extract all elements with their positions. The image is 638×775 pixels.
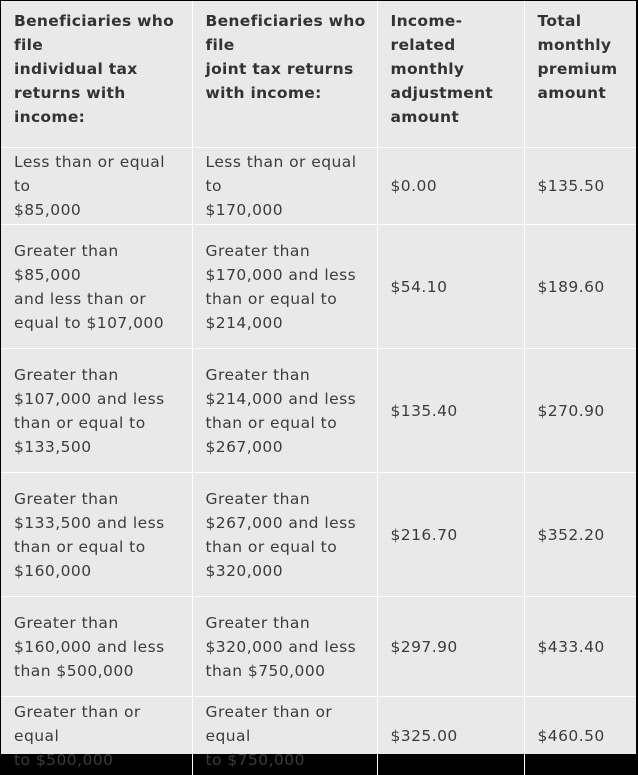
table-row	[1, 148, 636, 225]
individual-income-text: Greater than or equal to $500,000	[14, 702, 141, 769]
table-header-row	[1, 1, 636, 148]
individual-income-text: Less than or equal to $85,000	[14, 153, 166, 219]
header-adjustment-label: Income-related monthly adjustment amount	[390, 12, 494, 126]
joint-income-text: Greater than $320,000 and less than $750,000	[205, 613, 357, 680]
premium-cell	[524, 597, 636, 697]
adjustment-cell	[377, 148, 524, 225]
header-premium-label: Total monthly premium amount	[537, 12, 618, 102]
premium-value: $433.40	[537, 637, 605, 656]
joint-income-text: Greater than $170,000 and less than or equal to $214,000	[205, 241, 357, 332]
header-individual-label: Beneficiaries who file individual tax returns with income:	[14, 12, 175, 126]
table-row	[1, 597, 636, 697]
header-joint-label: Beneficiaries who file joint tax returns with income:	[205, 12, 366, 102]
individual-income-cell	[1, 148, 192, 225]
premium-value: $270.90	[537, 401, 605, 420]
joint-income-text: Less than or equal to $170,000	[205, 153, 357, 219]
joint-income-text: Greater than $214,000 and less than or equal to $267,000	[205, 365, 357, 456]
premium-cell	[524, 473, 636, 597]
individual-income-text: Greater than $133,500 and less than or equal to $160,000	[14, 489, 165, 580]
adjustment-value: $135.40	[390, 401, 458, 420]
joint-income-text: Greater than or equal to $750,000	[205, 702, 333, 769]
premium-value: $460.50	[537, 726, 605, 745]
joint-income-cell	[192, 225, 377, 349]
adjustment-cell	[377, 597, 524, 697]
adjustment-value: $54.10	[390, 277, 448, 296]
individual-income-text: Greater than $85,000 and less than or equal to $107,000	[14, 241, 165, 332]
adjustment-value: $297.90	[390, 637, 458, 656]
table-row	[1, 225, 636, 349]
joint-income-cell	[192, 473, 377, 597]
joint-income-cell	[192, 597, 377, 697]
adjustment-cell	[377, 349, 524, 473]
premium-cell	[524, 148, 636, 225]
individual-income-cell	[1, 697, 192, 775]
adjustment-value: $0.00	[390, 177, 438, 195]
premium-value: $135.50	[537, 177, 605, 195]
individual-income-cell	[1, 597, 192, 697]
joint-income-cell	[192, 148, 377, 225]
individual-income-cell	[1, 225, 192, 349]
premium-cell	[524, 349, 636, 473]
individual-income-cell	[1, 349, 192, 473]
table-row	[1, 473, 636, 597]
adjustment-cell	[377, 473, 524, 597]
header-premium	[524, 1, 636, 148]
adjustment-value: $325.00	[390, 726, 458, 745]
joint-income-cell	[192, 349, 377, 473]
joint-income-cell	[192, 697, 377, 775]
premium-value: $189.60	[537, 277, 605, 296]
premium-value: $352.20	[537, 525, 605, 544]
premium-cell	[524, 697, 636, 775]
premium-cell	[524, 225, 636, 349]
header-individual	[1, 1, 192, 148]
adjustment-value: $216.70	[390, 525, 458, 544]
individual-income-cell	[1, 473, 192, 597]
adjustment-cell	[377, 697, 524, 775]
header-joint	[192, 1, 377, 148]
joint-income-text: Greater than $267,000 and less than or equal to $320,000	[205, 489, 357, 580]
table-frame	[1, 1, 636, 769]
adjustment-cell	[377, 225, 524, 349]
individual-income-text: Greater than $160,000 and less than $500,000	[14, 613, 165, 680]
header-adjustment	[377, 1, 524, 148]
table-row	[1, 697, 636, 775]
table-row	[1, 349, 636, 473]
premium-table	[1, 1, 636, 775]
individual-income-text: Greater than $107,000 and less than or equal to $133,500	[14, 365, 165, 456]
